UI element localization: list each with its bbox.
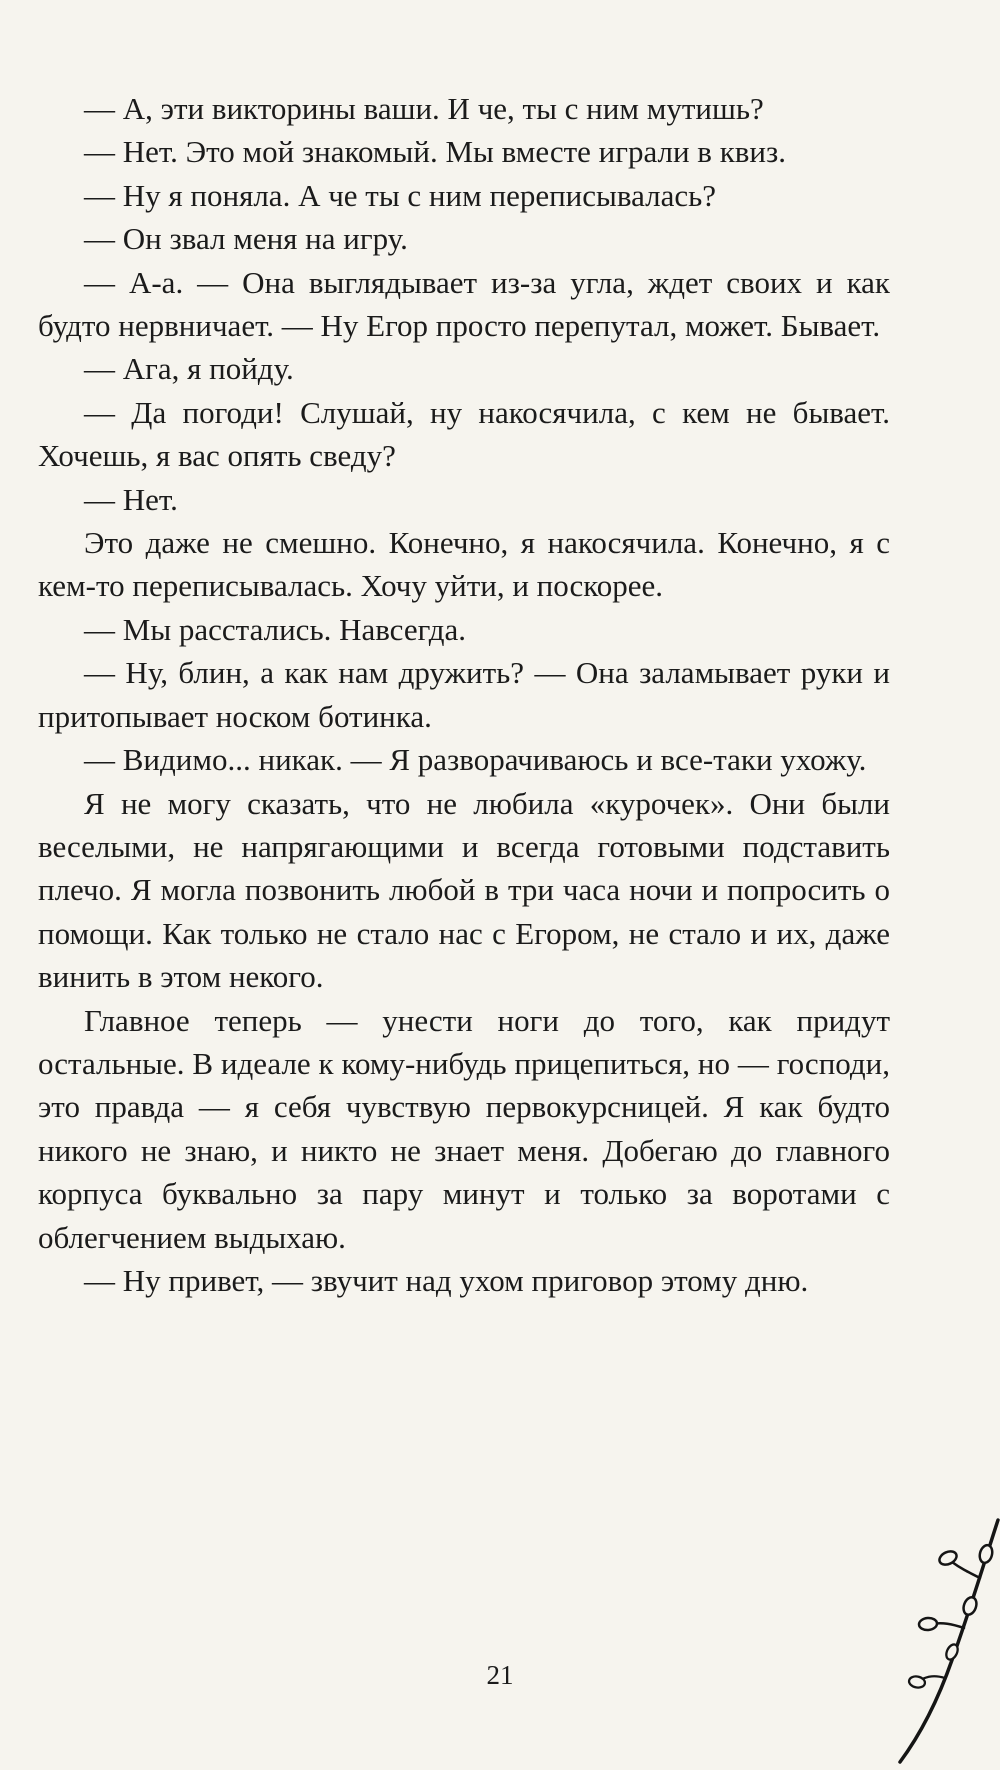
- paragraph: — Видимо... никак. — Я разворачиваюсь и все-таки ухожу.: [84, 742, 867, 778]
- paragraph: — Да погоди! Слушай, ну накосячила, с кем не бывает. Хочешь, я вас опять сведу?: [38, 394, 890, 474]
- paragraph: — А, эти викторины ваши. И че, ты с ним мутишь?: [84, 91, 764, 126]
- paragraph: — Нет. Это мой знакомый. Мы вместе играли в квиз.: [84, 134, 786, 170]
- paragraph: — Ну я поняла. А че ты с ним переписывалась?: [84, 177, 717, 213]
- paragraph: — Ну, блин, а как нам дружить? — Она заламывает руки и притопывает носком ботинка.: [38, 655, 890, 734]
- paragraph: — Ага, я пойду.: [84, 351, 294, 387]
- page-number: 21: [486, 1660, 514, 1690]
- paragraph: — Ну привет, — звучит над ухом приговор этому дню.: [84, 1262, 809, 1298]
- paragraph: — Он звал меня на игру.: [84, 221, 408, 257]
- paragraph: — Мы расстались. Навсегда.: [84, 611, 467, 647]
- paragraph: — А-а. — Она выглядывает из-за угла, ждет своих и как будто нервничает. — Ну Егор просто перепутал, может. Бывает.: [38, 264, 890, 344]
- paragraph: Главное теперь — унести ноги до того, как придут остальные. В идеале к кому-нибудь прицепиться, но — господи, это правда — я себя чувствую первокурсницей. Я как будто никого не знаю, и никто не знает меня. Добегаю до главного корпуса буквально за пару минут и только за воротами с облегчением выдыхаю.: [38, 1002, 890, 1255]
- paragraph: — Нет.: [84, 481, 178, 517]
- paragraph: Я не могу сказать, что не любила «курочек». Они были веселыми, не напрягающими и всегда готовыми подставить плечо. Я могла позвонить любой в три часа ночи и попросить о помощи. Как только не стало нас с Егором, не стало и их, даже винить в этом некого.: [38, 785, 890, 995]
- willow-branch-icon: [890, 1500, 1000, 1770]
- body-text: [38, 87, 890, 1302]
- paragraph: Это даже не смешно. Конечно, я накосячила. Конечно, я с кем-то переписывалась. Хочу уйти, и поскорее.: [38, 525, 890, 604]
